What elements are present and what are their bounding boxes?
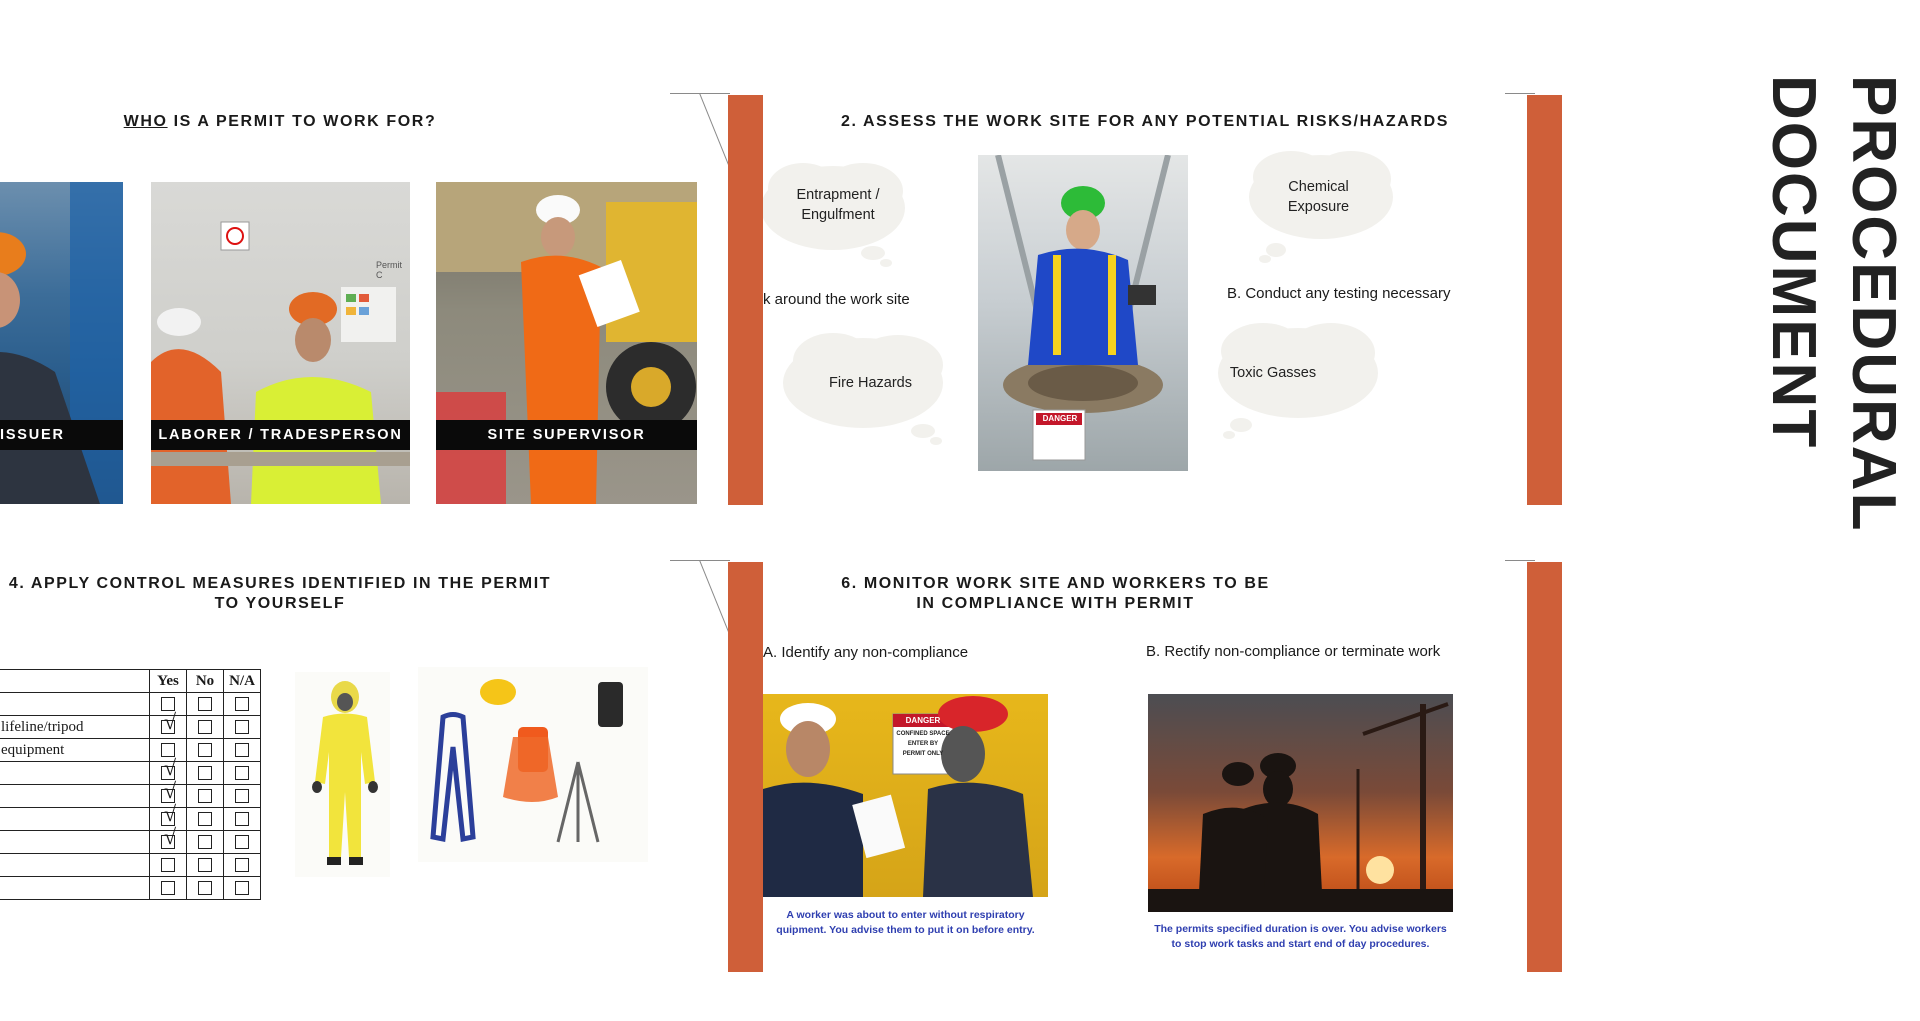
checkbox-yes[interactable] — [161, 881, 175, 895]
checklist-cell-no — [187, 854, 224, 877]
checkbox-na[interactable] — [235, 766, 249, 780]
worker-testing-illustration — [978, 155, 1188, 471]
checklist-row — [0, 716, 261, 739]
checklist-row — [0, 693, 261, 716]
checklist-row-label — [0, 854, 150, 877]
slide1-heading-rest: IS A PERMIT TO WORK FOR? — [167, 113, 437, 130]
wall-sign-text: Permit C — [376, 260, 403, 280]
checklist-cell-na — [224, 854, 261, 877]
caption-respirator-line2: quipment. You advise them to put it on before entry. — [776, 924, 1035, 936]
slide1-heading-who: WHO — [123, 113, 168, 130]
confined-space-sign-line3: PERMIT ONLY — [902, 751, 944, 757]
page-fold-line-2 — [1505, 93, 1535, 94]
checkmark-icon: √ — [164, 709, 177, 735]
control-checklist-table — [0, 669, 261, 900]
checklist-row-label — [0, 831, 150, 854]
slide2-accent-bar-right — [1527, 95, 1562, 505]
danger-sign-label: DANGER — [1042, 414, 1078, 423]
slide-apply-control-measures[interactable] — [0, 562, 728, 972]
role-caption-supervisor: SITE SUPERVISOR — [436, 420, 697, 450]
checklist-row — [0, 831, 261, 854]
checklist-row — [0, 808, 261, 831]
role-caption-issuer: ISSUER — [0, 420, 123, 450]
checklist-row — [0, 762, 261, 785]
checkbox-no[interactable] — [198, 835, 212, 849]
cloud-chemical-line1: Chemical — [1288, 179, 1349, 195]
checkbox-yes[interactable] — [161, 858, 175, 872]
checklist-cell-no — [187, 716, 224, 739]
checklist-cell-no — [187, 762, 224, 785]
checklist-row — [0, 854, 261, 877]
slide-assess-work-site[interactable] — [763, 95, 1527, 505]
slide-who-is-permit-for[interactable] — [0, 95, 728, 505]
checklist-cell-no — [187, 739, 224, 762]
checklist-row — [0, 739, 261, 762]
checklist-cell-no — [187, 785, 224, 808]
checklist-row-label — [0, 762, 150, 785]
checkbox-na[interactable] — [235, 720, 249, 734]
checklist-row-label — [0, 877, 150, 900]
checklist-cell-na — [224, 762, 261, 785]
cloud-chemical-exposure — [1241, 145, 1396, 265]
cloud-fire-hazards — [778, 323, 963, 448]
checkbox-yes[interactable] — [161, 824, 177, 850]
side-title-line2: DOCUMENT — [1759, 75, 1828, 450]
checkbox-na[interactable] — [235, 697, 249, 711]
checklist-cell-na — [224, 693, 261, 716]
checklist-cell-yes — [150, 877, 187, 900]
cloud-entrapment-line2: Engulfment — [801, 207, 875, 223]
worker-testing-photo — [978, 155, 1188, 471]
identify-noncompliance-text: A. Identify any non-compliance — [763, 644, 969, 661]
checklist-cell-no — [187, 693, 224, 716]
checkbox-no[interactable] — [198, 766, 212, 780]
laborer-photo — [151, 182, 410, 504]
supervisor-photo — [436, 182, 697, 504]
caption-sunset-line2: to stop work tasks and start end of day procedures. — [1171, 938, 1430, 950]
checkbox-na[interactable] — [235, 789, 249, 803]
checkbox-na[interactable] — [235, 881, 249, 895]
checklist-cell-yes — [150, 824, 187, 854]
checkbox-na[interactable] — [235, 743, 249, 757]
checkmark-icon: √ — [164, 801, 177, 827]
issuer-photo — [0, 182, 123, 504]
checklist-cell-na — [224, 739, 261, 762]
page-fold-line-4 — [1505, 560, 1535, 561]
slide6-accent-bar-right — [1527, 562, 1562, 972]
checklist-row — [0, 785, 261, 808]
slide4-heading-line1: 4. APPLY CONTROL MEASURES IDENTIFIED IN THE PERMIT — [8, 575, 552, 592]
confined-space-sign-line1: CONFINED SPACE — [896, 731, 950, 737]
checklist-cell-na — [224, 785, 261, 808]
checklist-cell-no — [187, 808, 224, 831]
checkmark-icon: √ — [164, 778, 177, 804]
rectify-noncompliance-text: B. Rectify non-compliance or terminate work — [1146, 643, 1441, 660]
checkbox-yes[interactable] — [161, 709, 177, 735]
checklist-row-label: equipment — [0, 739, 150, 762]
checklist-cell-na — [224, 716, 261, 739]
checkbox-no[interactable] — [198, 858, 212, 872]
cloud-fire-hazards-text: Fire Hazards — [829, 375, 912, 391]
respirator-worker-photo — [763, 694, 1048, 897]
checkbox-na[interactable] — [235, 835, 249, 849]
checklist-cell-na — [224, 877, 261, 900]
checkbox-na[interactable] — [235, 812, 249, 826]
slide4-heading-line2: TO YOURSELF — [214, 595, 346, 612]
issuer-illustration — [0, 182, 123, 504]
cloud-chemical-line2: Exposure — [1287, 199, 1350, 215]
sunset-site-photo — [1148, 694, 1453, 912]
laborer-illustration — [151, 182, 410, 504]
slide2-accent-bar-left — [728, 95, 763, 505]
checklist-header-no: No — [187, 670, 224, 693]
checklist-cell-na — [224, 831, 261, 854]
slide6-heading-line1: 6. MONITOR WORK SITE AND WORKERS TO BE — [841, 575, 1270, 592]
confined-space-sign-line2: ENTER BY — [907, 741, 939, 747]
cloud-entrapment — [763, 153, 918, 268]
checkbox-no[interactable] — [198, 789, 212, 803]
checkbox-no[interactable] — [198, 881, 212, 895]
checklist-row — [0, 877, 261, 900]
slide-monitor-work-site[interactable] — [763, 562, 1527, 972]
checkbox-no[interactable] — [198, 697, 212, 711]
checkmark-icon: √ — [164, 755, 177, 781]
slide6-heading-line2: IN COMPLIANCE WITH PERMIT — [916, 595, 1195, 612]
checklist-row-label: lifeline/tripod — [0, 716, 150, 739]
checklist-cell-yes — [150, 709, 187, 739]
cloud-toxic-text: Toxic Gasses — [1229, 365, 1317, 381]
checklist-cell-no — [187, 831, 224, 854]
checkbox-no[interactable] — [198, 743, 212, 757]
side-title-line1: PROCEDURAL — [1839, 75, 1908, 533]
checklist-cell-na — [224, 808, 261, 831]
cloud-toxic-gasses — [1203, 313, 1383, 443]
checkbox-na[interactable] — [235, 858, 249, 872]
supervisor-illustration — [436, 182, 697, 504]
caption-respirator-line1: A worker was about to enter without respiratory — [786, 909, 1025, 921]
slide1-heading — [0, 112, 560, 132]
checklist-row-label — [0, 693, 150, 716]
checkbox-no[interactable] — [198, 812, 212, 826]
safety-equipment-image — [418, 667, 648, 862]
checklist-cell-no — [187, 877, 224, 900]
checkbox-no[interactable] — [198, 720, 212, 734]
hazmat-suit-image — [295, 672, 390, 877]
checklist-header-blank — [0, 670, 150, 693]
checklist-header-row — [0, 670, 261, 693]
role-caption-laborer: LABORER / TRADESPERSON — [151, 420, 410, 450]
checklist-header-yes: Yes — [150, 670, 187, 693]
checklist-header-na: N/A — [224, 670, 261, 693]
walk-around-text: k around the work site — [763, 291, 910, 308]
slide2-heading: 2. ASSESS THE WORK SITE FOR ANY POTENTIAL RISKS/HAZARDS — [840, 113, 1450, 130]
checklist-cell-yes — [150, 854, 187, 877]
confined-space-sign-title: DANGER — [905, 716, 941, 725]
checklist-row-label — [0, 785, 150, 808]
slide6-accent-bar-left — [728, 562, 763, 972]
testing-text: B. Conduct any testing necessary — [1227, 285, 1451, 302]
checklist-row-label — [0, 808, 150, 831]
checkmark-icon: √ — [164, 824, 177, 850]
caption-sunset-line1: The permits specified duration is over. You advise workers — [1154, 923, 1447, 935]
cloud-entrapment-line1: Entrapment / — [796, 187, 880, 203]
